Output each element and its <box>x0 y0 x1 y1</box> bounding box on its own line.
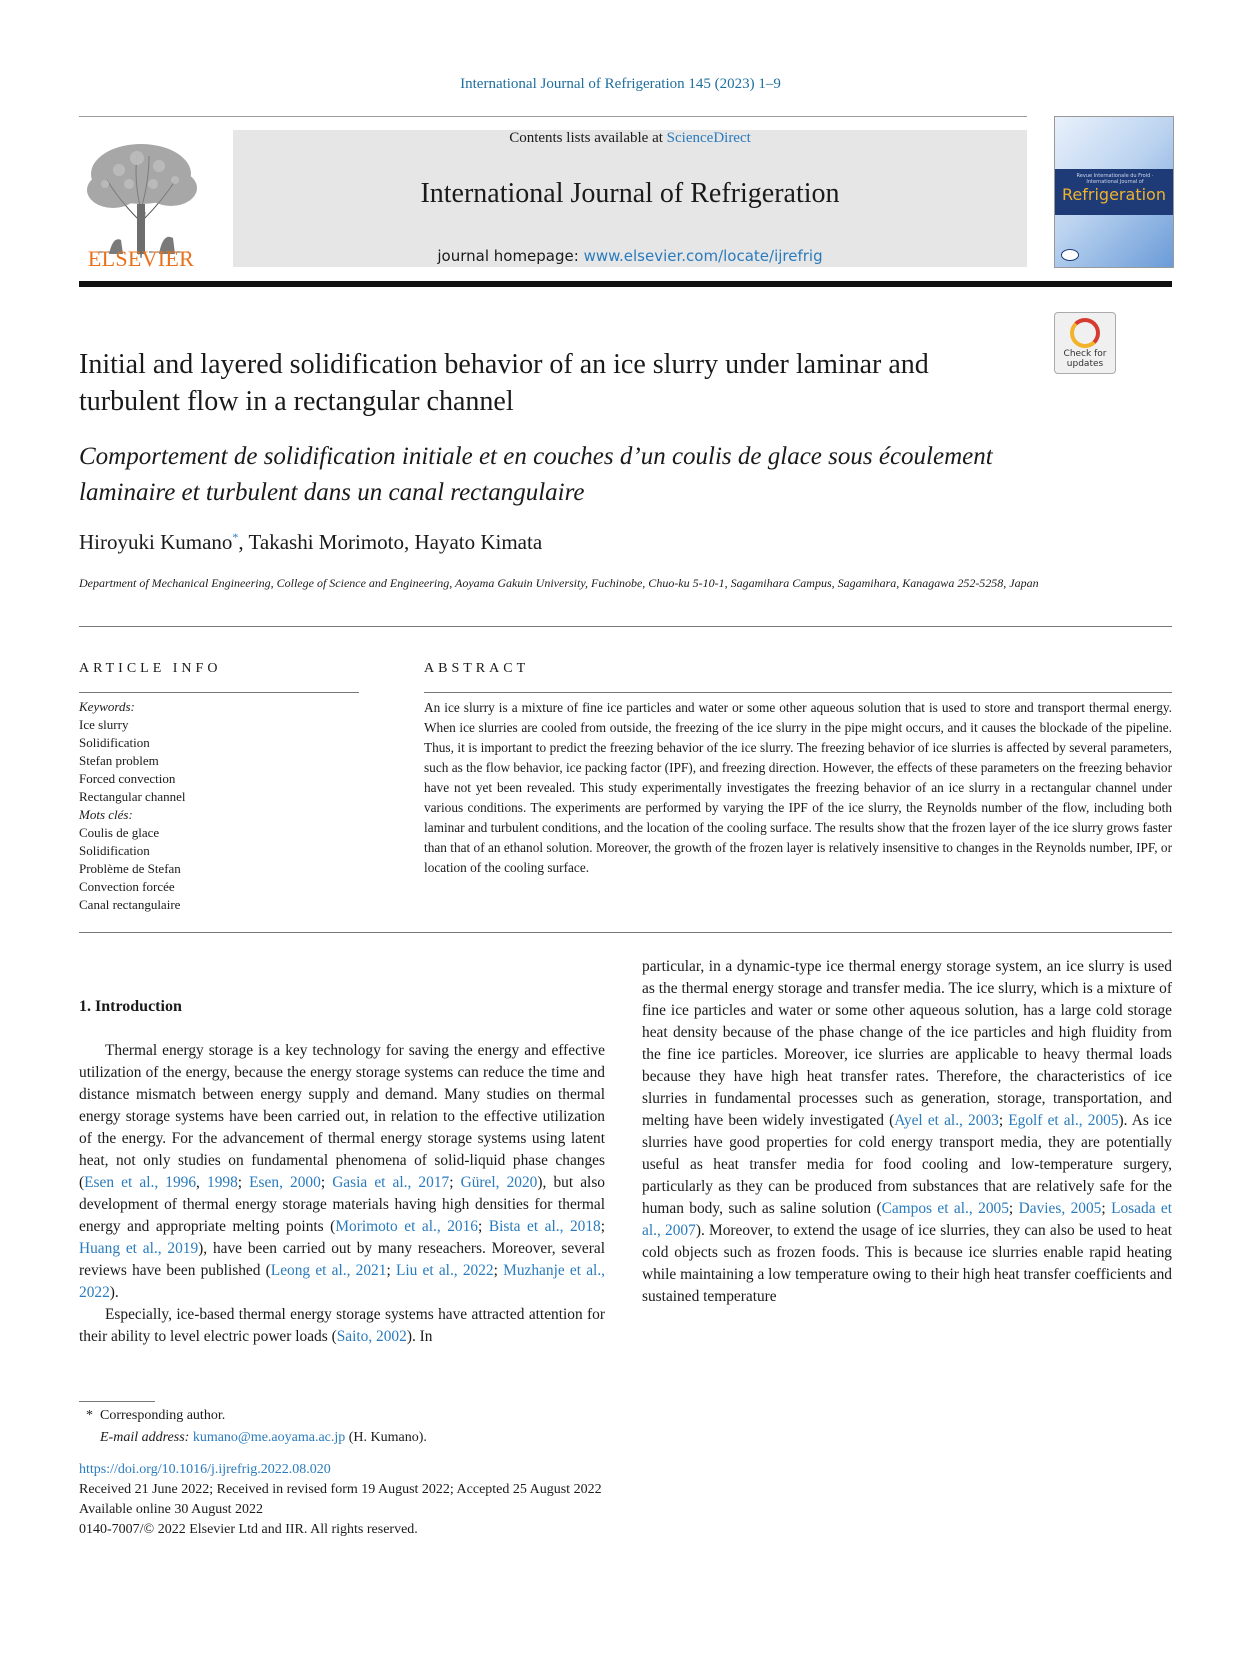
email-link[interactable]: kumano@me.aoyama.ac.jp <box>192 1430 346 1445</box>
keywords-block <box>79 698 359 914</box>
footnote-mark: * <box>86 1408 93 1423</box>
homepage-line <box>233 247 1027 265</box>
citation-sep: ; <box>600 1218 606 1235</box>
citation-sep: ; <box>237 1174 250 1191</box>
journal-cover-thumbnail-icon[interactable] <box>1054 116 1174 268</box>
top-divider <box>79 116 1027 117</box>
citation-link[interactable]: Saito, 2002 <box>336 1328 407 1345</box>
article-title: Initial and layered solidification behavior of an ice slurry under laminar and turbulent flow in a rectangular channel <box>79 349 929 417</box>
doi-link[interactable]: https://doi.org/10.1016/j.ijrefrig.2022.08.020 <box>79 1462 331 1477</box>
citation-link[interactable]: Liu et al., 2022 <box>395 1262 494 1279</box>
mot-cle-item: Coulis de glace <box>79 825 160 840</box>
citation-sep: ; <box>386 1262 396 1279</box>
cover-small-text: Revue Internationale du Froid · International Journal of <box>1076 173 1154 185</box>
affiliation: Department of Mechanical Engineering, College of Science and Engineering, Aoyama Gakuin University, Fuchinobe, Chuo-ku 5-10-1, Sagamihara Campus, Sagamihara, Kanagawa 252-5258, Japan <box>79 576 1039 590</box>
keywords-label: Keywords: <box>79 699 135 714</box>
footnote-divider <box>79 1401 155 1402</box>
citation-sep: ; <box>478 1218 489 1235</box>
mot-cle-item: Solidification <box>79 843 150 858</box>
article-info-divider <box>79 692 359 693</box>
email-label: E-mail address: <box>100 1430 190 1445</box>
citation-link[interactable]: Esen, 2000 <box>249 1174 321 1191</box>
citation-sep: ; <box>449 1174 461 1191</box>
mot-cle-item: Problème de Stefan <box>79 861 181 876</box>
sciencedirect-link[interactable]: ScienceDirect <box>666 130 751 146</box>
keyword-item: Solidification <box>79 735 150 750</box>
abstract-text: An ice slurry is a mixture of fine ice particles and water or some other aqueous solution that is used to store and transport thermal energy. When ice slurries are cooled from outside, the freezing of the ice slurry in the pipe might occurs, and it causes the blockade of the pipeline. Thus, it is important to predict the freezing behavior of the ice slurry. The freezing behavior of ice slurries is affected by several parameters, such as the flow behavior, ice packing factor (IPF), and freezing direction. However, the effects of these parameters on the freezing behavior have not yet been revealed. This study experimentally investigates the freezing behavior of an ice slurry in a rectangular channel under various conditions. The experiments are performed by varying the IPF of the ice slurry, the Reynolds number of the flow, including both laminar and turbulent conditions, and the location of the cooling surface. The results show that the frozen layer of the ice slurry grows faster than that of an ethanol solution. Moreover, the growth of the frozen layer is relatively insensitive to changes in the Reynolds number, IPF, or location of the cooling surface. <box>424 700 1172 875</box>
citation-link[interactable]: Esen et al., 1996 <box>84 1174 197 1191</box>
available-online: Available online 30 August 2022 <box>79 1502 264 1517</box>
check-for-updates-icon <box>1070 318 1100 348</box>
check-label-line1: Check for <box>1063 349 1107 359</box>
footnote-corresponding <box>79 1405 679 1427</box>
body-text: ). <box>109 1284 119 1301</box>
intro-paragraph-2-continued <box>642 956 1172 1308</box>
header-thick-divider <box>79 281 1172 287</box>
body-text: ). Moreover, to extend the usage of ice slurries, they can also be used to heat cold objects such as frozen foods. This is because ice slurries enable rapid heating while maintaining a low temperature owing to their high heat transfer coefficients and sustained temperature <box>642 1222 1172 1305</box>
mots-cles-label: Mots clés: <box>79 807 133 822</box>
homepage-link[interactable]: www.elsevier.com/locate/ijrefrig <box>583 247 823 265</box>
footnote <box>79 1405 679 1449</box>
check-for-updates-label <box>1055 349 1115 369</box>
cover-title: Refrigeration <box>1062 185 1166 204</box>
citation-sep: ; <box>998 1112 1009 1129</box>
cover-badge-icon <box>1061 249 1079 261</box>
body-column-right <box>642 956 1172 1308</box>
check-for-updates-button[interactable] <box>1054 312 1116 374</box>
homepage-prefix: journal homepage: <box>437 247 584 265</box>
body-text: ). In <box>406 1328 433 1345</box>
abstract-end-divider <box>79 932 1172 933</box>
citation-link[interactable]: Egolf et al., 2005 <box>1008 1112 1119 1129</box>
body-text: ). As ice slurries have good properties for cold energy transport media, they are potentially useful as heat transfer media for food cooling and low-temperature surgery, particularly as they can be produced from substances that are relatively safe for the human body, such as saline solution ( <box>642 1112 1172 1217</box>
footnote-corresponding-text: Corresponding author. <box>100 1408 226 1423</box>
body-text: Especially, ice-based thermal energy storage systems have attracted attention for their ability to level electric power loads ( <box>79 1306 605 1345</box>
author-kumano[interactable]: Hiroyuki Kumano <box>79 530 233 554</box>
citation-link[interactable]: Gasia et al., 2017 <box>332 1174 450 1191</box>
publisher-wordmark: ELSEVIER <box>87 246 195 271</box>
contents-line <box>233 130 1027 147</box>
mot-cle-item: Convection forcée <box>79 879 175 894</box>
title-divider <box>79 626 1172 627</box>
contents-prefix: Contents lists available at <box>509 130 667 146</box>
body-text: Thermal energy storage is a key technology for saving the energy and effective utilization of the energy, because the energy storage systems can reduce the time and distance mismatch between energy supply and demand. Many studies on thermal energy storage systems have been carried out, in relation to the effective utilization of the energy. For the advancement of thermal energy storage systems using latent heat, not only studies on fundamental phenomena of solid-liquid phase changes ( <box>79 1042 605 1191</box>
keyword-item: Ice slurry <box>79 717 129 732</box>
author-list <box>79 530 542 555</box>
keyword-item: Stefan problem <box>79 753 159 768</box>
citation-link[interactable]: Morimoto et al., 2016 <box>335 1218 479 1235</box>
abstract-divider <box>424 692 1172 693</box>
citation-link[interactable]: Ayel et al., 2003 <box>894 1112 999 1129</box>
email-owner: (H. Kumano). <box>348 1430 427 1445</box>
citation-sep: ; <box>1008 1200 1019 1217</box>
citation-link[interactable]: Huang et al., 2019 <box>79 1240 199 1257</box>
body-text: particular, in a dynamic-type ice thermal energy storage system, an ice slurry is used as the thermal energy storage and transfer media. The ice slurry, which is a mixture of fine ice particles and water or some other aqueous solution, has a large cold storage heat density because of the phase change of the ice particles and high fluidity from the fine ice particles. Moreover, ice slurries are applicable to heavy thermal loads because they have high heat transfer rates. Therefore, the characteristics of ice slurries in fundamental processes such as generation, storage, transportation, and melting have been widely investigated ( <box>642 958 1172 1129</box>
citation-link[interactable]: Leong et al., 2021 <box>270 1262 387 1279</box>
citation-link[interactable]: Campos et al., 2005 <box>881 1200 1009 1217</box>
copyright: 0140-7007/© 2022 Elsevier Ltd and IIR. All rights reserved. <box>79 1522 418 1537</box>
citation-sep: , <box>196 1174 207 1191</box>
citation-link[interactable]: Davies, 2005 <box>1018 1200 1102 1217</box>
citation-link[interactable]: Muzhanje et al., 2022 <box>79 1262 606 1301</box>
citation-sep: ; <box>493 1262 504 1279</box>
abstract-heading: ABSTRACT <box>424 661 530 676</box>
body-text: ), have been carried out by many reseachers. Moreover, several reviews have been published ( <box>79 1240 605 1279</box>
citation-link[interactable]: Gürel, 2020 <box>460 1174 538 1191</box>
journal-reference[interactable]: International Journal of Refrigeration 145 (2023) 1–9 <box>460 76 781 92</box>
citation-sep: ; <box>320 1174 333 1191</box>
citation-sep: ; <box>1101 1200 1112 1217</box>
mot-cle-item: Canal rectangulaire <box>79 897 181 912</box>
check-label-line2: updates <box>1066 359 1104 369</box>
other-authors: , Takashi Morimoto, Hayato Kimata <box>238 530 543 554</box>
body-text: ), but also development of thermal energy storage materials having high densities for thermal energy and appropriate melting points ( <box>79 1174 605 1235</box>
keyword-item: Rectangular channel <box>79 789 186 804</box>
footnote-email <box>79 1427 679 1449</box>
intro-paragraph-1 <box>79 1040 605 1304</box>
introduction-heading: 1. Introduction <box>79 998 182 1015</box>
received-dates: Received 21 June 2022; Received in revised form 19 August 2022; Accepted 25 August 2022 <box>79 1482 602 1497</box>
keyword-item: Forced convection <box>79 771 176 786</box>
article-title-french: Comportement de solidification initiale et en couches d’un coulis de glace sous écoulement laminaire et turbulent dans un canal rectangulaire <box>79 443 993 506</box>
publication-info <box>79 1460 879 1540</box>
journal-name: International Journal of Refrigeration <box>420 178 840 209</box>
article-info-heading: ARTICLE INFO <box>79 661 222 676</box>
intro-paragraph-2 <box>79 1304 605 1348</box>
body-column-left <box>79 1040 605 1348</box>
citation-link[interactable]: 1998 <box>207 1174 238 1191</box>
citation-link[interactable]: Bista et al., 2018 <box>488 1218 601 1235</box>
citation-link[interactable]: Losada et al., 2007 <box>642 1200 1173 1239</box>
corresponding-author-mark[interactable]: * <box>232 530 239 544</box>
